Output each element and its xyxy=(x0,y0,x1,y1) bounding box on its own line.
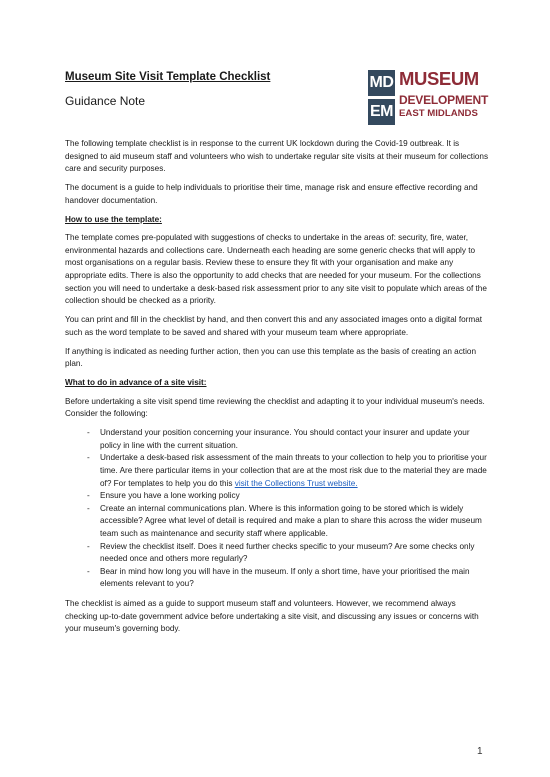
list-item xyxy=(65,566,490,591)
list-item xyxy=(65,490,490,503)
museum-development-logo xyxy=(368,68,489,126)
logo-word-development: DEVELOPMENT xyxy=(399,93,489,107)
logo-square-em: EM xyxy=(368,99,395,125)
list-dash: - xyxy=(87,428,90,438)
list-item xyxy=(65,427,490,452)
list-dash: - xyxy=(87,491,90,501)
how-to-heading: How to use the template: xyxy=(65,214,162,224)
logo-square-md: MD xyxy=(368,70,395,96)
logo-word-east-midlands: EAST MIDLANDS xyxy=(399,108,478,119)
closing-paragraph: The checklist is aimed as a guide to support museum staff and volunteers. However, we recommend always checking up-to-date government advice before undertaking a site visit, and discussing any issues or concerns with your museum's governing body. xyxy=(65,598,479,634)
intro-paragraph-1: The following template checklist is in response to the current UK lockdown during the Covid-19 outbreak. It is designed to aid museum staff and volunteers who wish to undertake regular site visits at their museum for collections care and security purposes. xyxy=(65,139,489,174)
collections-trust-link[interactable]: visit the Collections Trust website. xyxy=(234,478,358,488)
list-dash: - xyxy=(87,541,90,551)
advance-intro: Before undertaking a site visit spend time reviewing the checklist and adapting it to your individual museum's needs. Consider the following: xyxy=(65,396,485,419)
document-subtitle: Guidance Note xyxy=(65,94,146,108)
list-item-text: Undertake a desk-based risk assessment of the main threats to your collection to help you to prioritise your time. Are there particular items in your collection that are at the most risk due to the material they are made of? For templates to help you do this xyxy=(100,453,487,488)
list-item-text: Bear in mind how long you will have in the museum. If only a short time, have your prioritised the main elements relevant to you? xyxy=(100,566,470,589)
how-to-paragraph-3: If anything is indicated as needing further action, then you can use this template as the basis of creating an action plan. xyxy=(65,346,476,369)
list-item xyxy=(65,541,490,566)
list-item-text: Understand your position concerning your insurance. You should contact your insurer and update your policy in line with the current situation. xyxy=(100,428,470,450)
advance-heading: What to do in advance of a site visit: xyxy=(65,378,207,388)
how-to-paragraph-1: The template comes pre-populated with suggestions of checks to undertake in the areas of: security, fire, water, environmental hazards and collections care. Underneath each heading are some generic checks that will apply to most organisations on a regular basis. Review these to ensure they fit with your organisation and make any appropriate edits. There is also the opportunity to add checks that are needed for your museum. For the collections section you will need to undertake a desk-based risk assessment prior to any site visit to populate which areas of the collection should be checked as a priority. xyxy=(65,233,487,306)
list-item-text: Ensure you have a lone working policy xyxy=(100,491,240,501)
list-dash: - xyxy=(87,453,90,463)
document-body xyxy=(65,138,490,642)
logo-word-museum: MUSEUM xyxy=(399,68,479,89)
document-title: Museum Site Visit Template Checklist xyxy=(65,71,271,83)
list-item-text: Review the checklist itself. Does it need further checks specific to your museum? Are some checks only needed once and others more regularly? xyxy=(100,541,475,564)
list-item xyxy=(65,503,490,541)
intro-paragraph-2: The document is a guide to help individuals to prioritise their time, manage risk and ensure effective recording and handover documentation. xyxy=(65,183,478,205)
list-item-text: Create an internal communications plan. Where is this information going to be stored which is widely accessible? Agree what level of detail is required and make a plan to share this across the wider museum team such as maintenance and security staff where applicable. xyxy=(100,503,482,538)
list-item xyxy=(65,452,490,490)
how-to-paragraph-2: You can print and fill in the checklist by hand, and then convert this and any associated images onto a digital format such as the word template to be saved and shared with your museum team where appropriate. xyxy=(65,315,483,337)
advance-checklist xyxy=(65,427,490,591)
list-dash: - xyxy=(87,566,90,576)
list-dash: - xyxy=(87,503,90,513)
page-number: 1 xyxy=(477,746,483,757)
